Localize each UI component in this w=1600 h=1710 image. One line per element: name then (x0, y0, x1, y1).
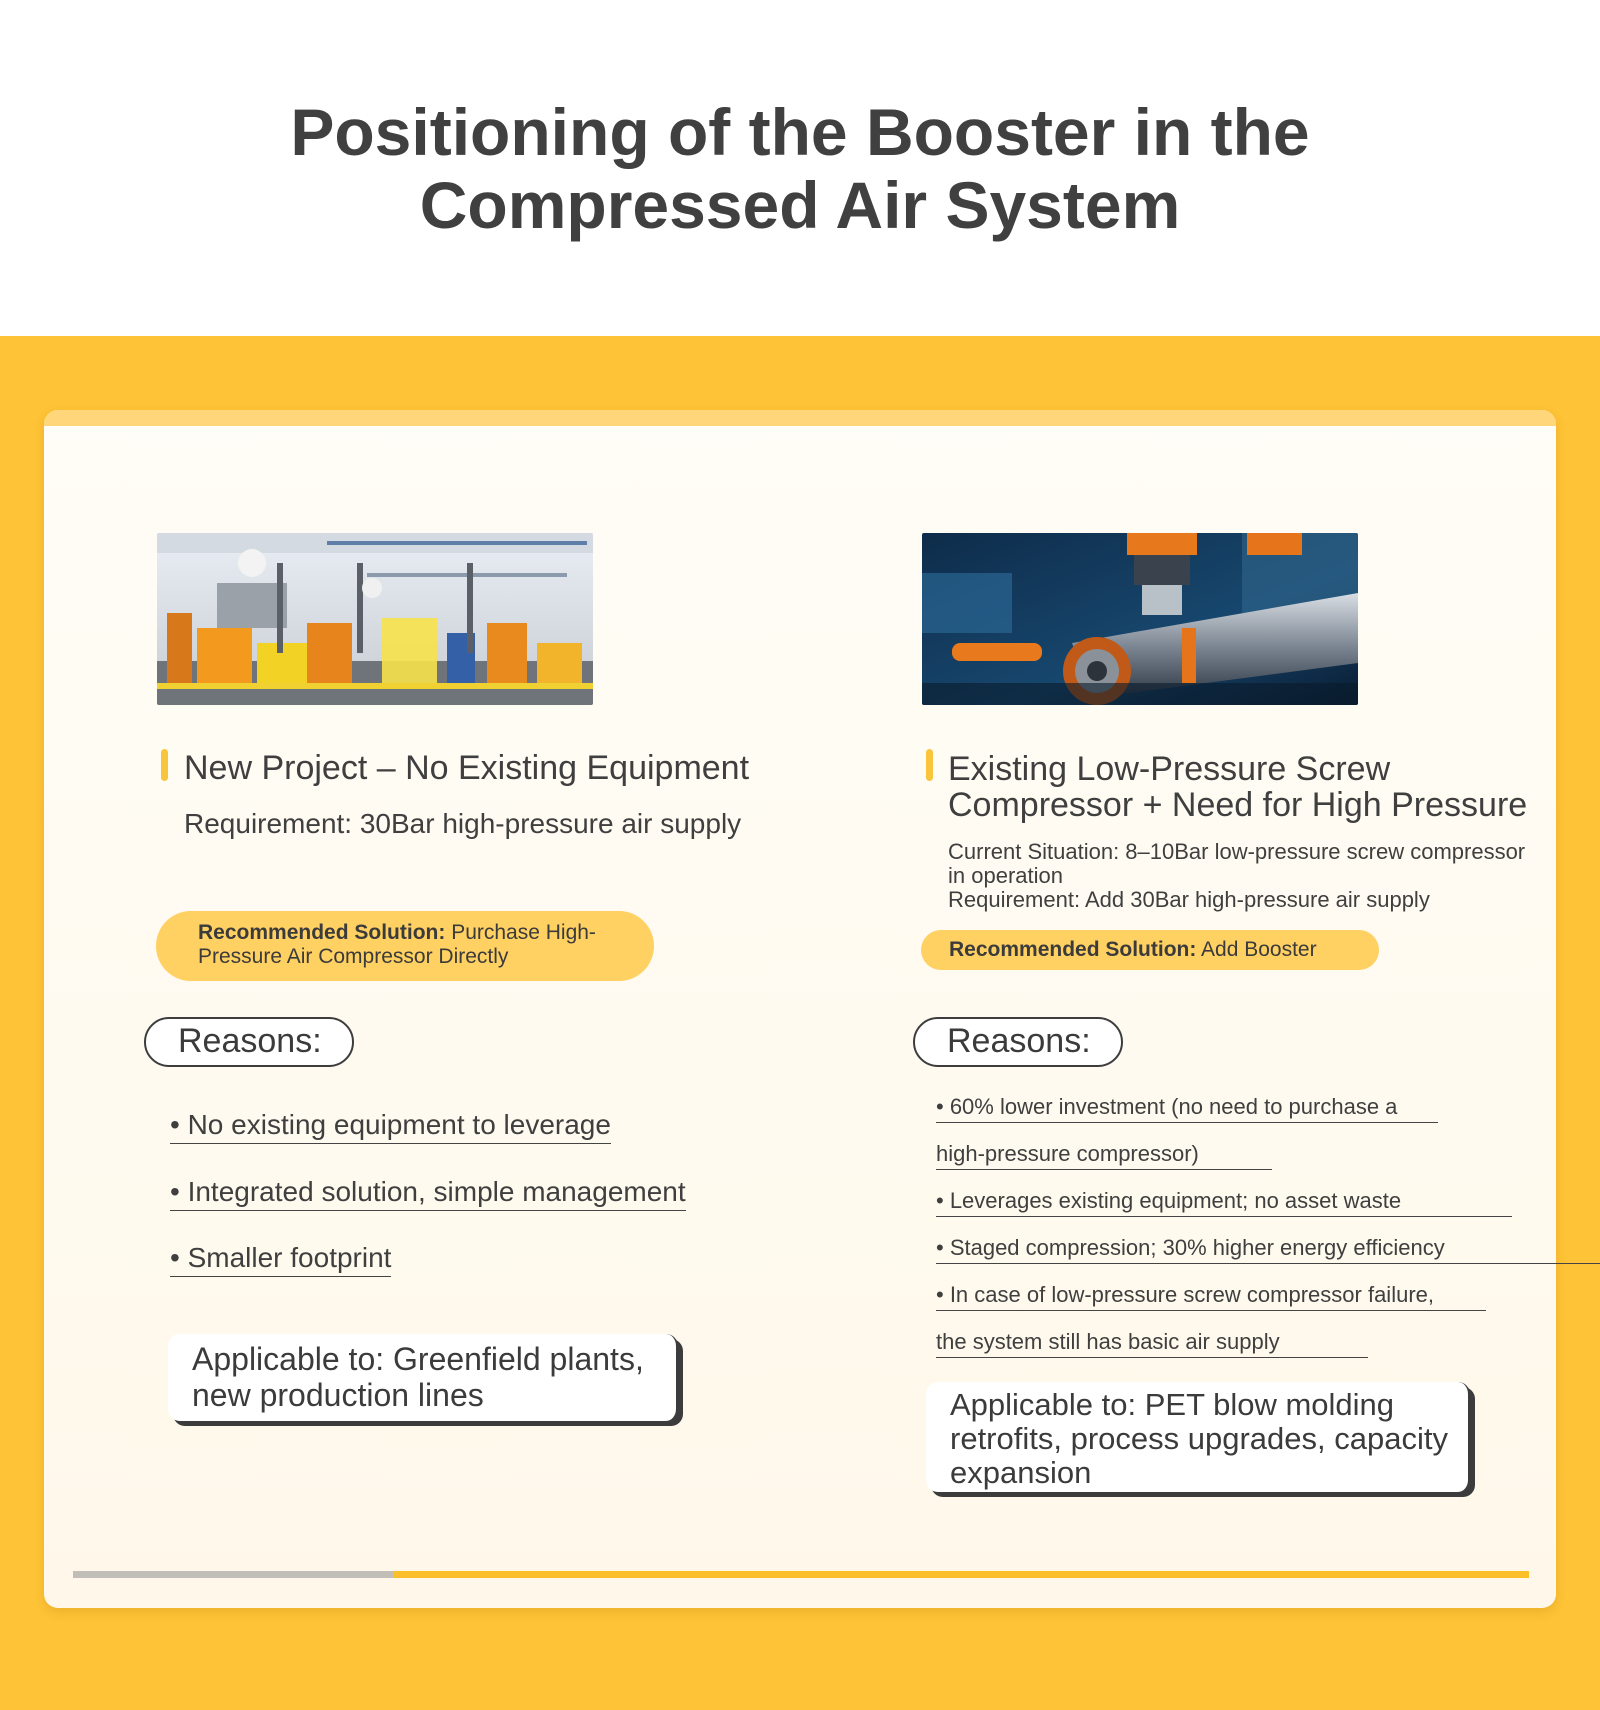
right-reason-item: • Leverages existing equipment; no asset waste (936, 1188, 1512, 1217)
left-reason-item: • Integrated solution, simple management (170, 1176, 686, 1211)
right-current-situation: Current Situation: 8–10Bar low-pressure screw compressor in operation (948, 839, 1526, 888)
recommended-label: Recommended Solution: (198, 921, 446, 944)
title-accent-mark (161, 749, 168, 781)
recommended-label: Recommended Solution: (949, 938, 1197, 961)
left-reason-item: • No existing equipment to leverage (170, 1109, 611, 1144)
comparison-card (44, 410, 1556, 1608)
machinery-closeup-photo (922, 533, 1358, 705)
right-recommended-solution (921, 930, 1379, 970)
right-reasons-label: Reasons: (913, 1017, 1123, 1067)
progress-fill (73, 1571, 393, 1578)
progress-bar (73, 1571, 1529, 1578)
recommended-text: Purchase High-Pressure Air Compressor Directly (198, 921, 596, 968)
right-reason-item: the system still has basic air supply (936, 1329, 1368, 1358)
left-requirement: Requirement: 30Bar high-pressure air supply (184, 808, 742, 839)
right-column-title: Existing Low-Pressure Screw Compressor + Need for High Pressure (948, 750, 1528, 824)
right-applicable-box: Applicable to: PET blow molding retrofits, process upgrades, capacity expansion (926, 1382, 1470, 1492)
header (0, 0, 1600, 336)
left-reasons-label: Reasons: (144, 1017, 354, 1067)
left-recommended-solution (156, 911, 654, 981)
right-reason-item: high-pressure compressor) (936, 1141, 1272, 1170)
right-reason-item: • 60% lower investment (no need to purchase a (936, 1094, 1438, 1123)
right-reason-item: • In case of low-pressure screw compressor failure, (936, 1282, 1486, 1311)
factory-production-line-photo (157, 533, 593, 705)
page-title: Positioning of the Booster in the Compressed Air System (290, 95, 1310, 242)
right-requirement: Requirement: Add 30Bar high-pressure air supply (948, 887, 1430, 912)
right-reason-item: • Staged compression; 30% higher energy efficiency (936, 1235, 1600, 1264)
left-reason-item: • Smaller footprint (170, 1242, 391, 1277)
recommended-text: Add Booster (1196, 938, 1317, 961)
left-applicable-box: Applicable to: Greenfield plants, new production lines (168, 1334, 678, 1421)
title-accent-mark (926, 749, 933, 781)
card-top-bar (44, 410, 1556, 426)
left-column-title: New Project – No Existing Equipment (184, 749, 750, 787)
